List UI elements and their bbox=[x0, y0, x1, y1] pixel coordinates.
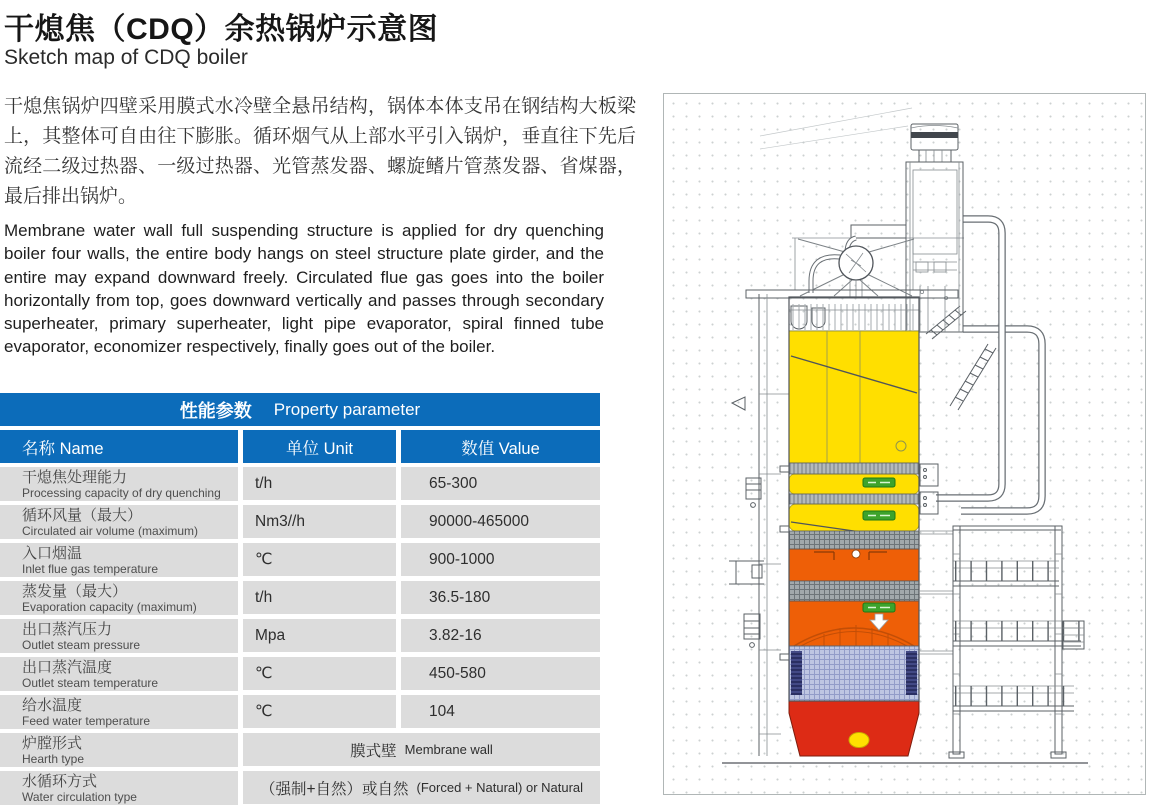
row-name-zh: 循环风量（最大） bbox=[22, 506, 143, 524]
hopper-outlet-mark bbox=[849, 733, 869, 748]
row-name-zh: 干熄焦处理能力 bbox=[22, 468, 128, 486]
superheater-yellow-section bbox=[789, 474, 919, 494]
table-row bbox=[0, 467, 600, 501]
row-name-en: Inlet flue gas temperature bbox=[22, 561, 159, 576]
row-name-zh: 出口蒸汽温度 bbox=[22, 658, 113, 676]
row-name-en: Outlet steam pressure bbox=[22, 637, 141, 652]
row-unit: Mpa bbox=[243, 619, 396, 652]
left-support-wall bbox=[729, 294, 789, 756]
furnace-yellow-section bbox=[789, 331, 919, 463]
table-row bbox=[0, 543, 600, 577]
cdq-boiler-diagram bbox=[663, 93, 1146, 795]
side-equipment-box bbox=[1063, 621, 1084, 649]
platform-level-1 bbox=[953, 561, 1059, 586]
table-row bbox=[0, 733, 600, 767]
col-header-name: 名称 Name bbox=[0, 430, 238, 463]
row-unit: ℃ bbox=[243, 695, 396, 728]
tube-bank-band bbox=[789, 463, 919, 474]
row-name-en: Feed water temperature bbox=[22, 713, 151, 728]
intro-paragraph-zh: 干熄焦锅炉四壁采用膜式水冷壁全悬吊结构，锅体本体支吊在钢结构大板梁上，其整体可自由往下膨胀。循环烟气从上部水平引入锅炉，垂直往下先后流经二级过热器、一级过热器、光管蒸发器、螺旋鳍片管蒸发器、省煤器，最后排出锅炉。 bbox=[4, 96, 636, 207]
table-title-en: Property parameter bbox=[273, 399, 421, 419]
row-unit: t/h bbox=[243, 581, 396, 614]
row-name bbox=[0, 657, 238, 691]
row-unit: ℃ bbox=[243, 543, 396, 576]
row-name-en: Circulated air volume (maximum) bbox=[22, 523, 199, 538]
row-name-en: Water circulation type bbox=[22, 789, 137, 804]
merged-zh: （强制+自然）或自然 bbox=[259, 780, 409, 798]
row-value: 450-580 bbox=[401, 657, 600, 690]
table-row bbox=[0, 581, 600, 615]
row-value: 65-300 bbox=[401, 467, 600, 500]
economizer-coil-right bbox=[906, 651, 917, 695]
row-value: 104 bbox=[401, 695, 600, 728]
col-header-unit: 单位 Unit bbox=[243, 430, 396, 463]
row-name-zh: 水循环方式 bbox=[22, 772, 98, 790]
table-row bbox=[0, 505, 600, 539]
row-unit: ℃ bbox=[243, 657, 396, 690]
row-name bbox=[0, 619, 238, 653]
page-title: 干熄焦（CDQ）余热锅炉示意图 bbox=[4, 13, 439, 46]
row-name-en: Hearth type bbox=[22, 751, 85, 766]
superheater-yellow-section-2 bbox=[789, 504, 919, 531]
table-row bbox=[0, 619, 600, 653]
row-value: 900-1000 bbox=[401, 543, 600, 576]
merged-en: (Forced + Natural) or Natural bbox=[416, 780, 584, 795]
col-header-value: 数值 Value bbox=[401, 430, 600, 463]
row-value: 90000-465000 bbox=[401, 505, 600, 538]
flow-flag-symbol bbox=[732, 397, 745, 410]
platform-level-3 bbox=[953, 686, 1074, 711]
page-subtitle: Sketch map of CDQ boiler bbox=[4, 46, 248, 69]
intro-paragraph-en: Membrane water wall full suspending structure is applied for dry quenching boiler four walls, the entire body hangs on steel structure plate girder, and the entire may expand downward freely. Circulated flue gas goes into the boiler horizontally from top, goes downward vertically and passes through secondary superheater, primary superheater, light pipe evaporator, spiral finned tube evaporator, economizer respectively, finally goes out of the boiler. bbox=[4, 221, 604, 357]
table-title-band bbox=[0, 393, 600, 426]
row-name bbox=[0, 505, 238, 539]
evaporator-grid-band-2 bbox=[789, 581, 919, 601]
merged-zh: 膜式壁 bbox=[350, 742, 397, 760]
row-value: 3.82-16 bbox=[401, 619, 600, 652]
row-value: 36.5-180 bbox=[401, 581, 600, 614]
merged-en: Membrane wall bbox=[404, 742, 493, 757]
row-name bbox=[0, 733, 238, 767]
flue-gas-pipes bbox=[936, 219, 1042, 511]
table-row bbox=[0, 657, 600, 691]
row-name-zh: 出口蒸汽压力 bbox=[22, 620, 113, 638]
row-name-zh: 给水温度 bbox=[22, 696, 83, 714]
evaporator-grid-band bbox=[789, 531, 919, 549]
row-merged-value bbox=[243, 771, 600, 804]
stairs bbox=[926, 306, 996, 410]
boiler-body bbox=[780, 297, 938, 756]
tube-bank-band bbox=[789, 494, 919, 504]
economizer-coil-left bbox=[791, 651, 802, 695]
construction-lines bbox=[760, 108, 964, 238]
row-unit: t/h bbox=[243, 467, 396, 500]
row-name bbox=[0, 543, 238, 577]
row-name-zh: 蒸发量（最大） bbox=[22, 582, 128, 600]
row-name-en: Evaporation capacity (maximum) bbox=[22, 599, 197, 614]
row-name-en: Outlet steam temperature bbox=[22, 675, 159, 690]
evaporator-orange-section bbox=[789, 601, 919, 646]
row-name-zh: 入口烟温 bbox=[22, 544, 83, 562]
row-merged-value bbox=[243, 733, 600, 766]
right-steel-structure bbox=[949, 526, 1084, 758]
table-title-zh: 性能参数 bbox=[179, 400, 252, 421]
row-unit: Nm3//h bbox=[243, 505, 396, 538]
connector-beams bbox=[919, 531, 953, 654]
property-parameter-table bbox=[0, 393, 600, 809]
support-column bbox=[1055, 526, 1062, 754]
row-name-zh: 炉膛形式 bbox=[22, 734, 83, 752]
table-column-headers bbox=[0, 430, 600, 463]
row-name bbox=[0, 695, 238, 729]
economizer-lavender-section bbox=[789, 646, 919, 701]
support-column bbox=[953, 526, 960, 754]
deaerator-tank-tower bbox=[906, 124, 963, 332]
row-name bbox=[0, 467, 238, 501]
row-name bbox=[0, 581, 238, 615]
bottom-hopper-red-section bbox=[789, 701, 919, 756]
row-name-en: Processing capacity of dry quenching bbox=[22, 485, 221, 500]
steam-drum bbox=[795, 238, 914, 297]
table-row bbox=[0, 695, 600, 729]
cdq-boiler-diagram-svg bbox=[664, 94, 1145, 794]
